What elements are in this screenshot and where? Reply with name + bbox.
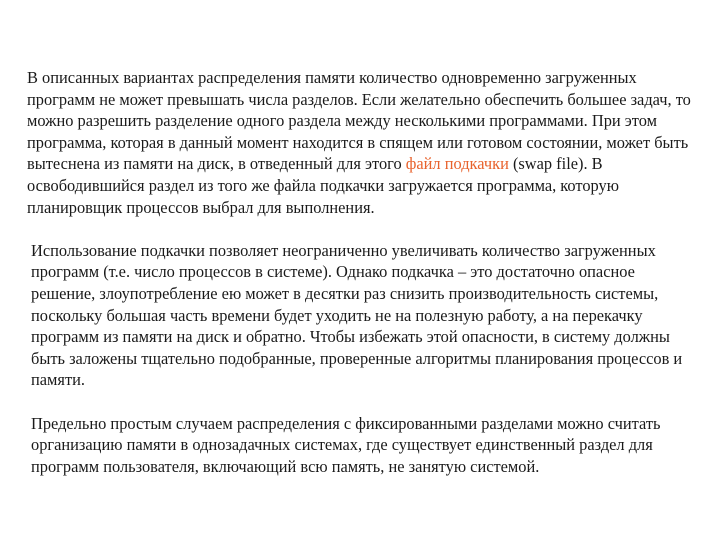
text-block: [27, 67, 695, 477]
paragraph-swap-risks: Использование подкачки позволяет неограниченно увеличивать количество загруженных программ (т.е. число процессов в системе). Однако подкачка – это достаточно опасное решение, злоупотребление ею может в десятки раз снизить производительность системы, поскольку большая часть времени будет уходить не на полезную работу, а на перекачку программ из памяти на диск и обратно. Чтобы избежать этой опасности, в систему должны быть заложены тщательно подобранные, проверенные алгоритмы планирования процессов и памяти.: [31, 240, 683, 390]
paragraph-swapping-text-after: (swap file). В освободившийся раздел из того же файла подкачки загружается программа, которую планировщик процессов выбрал для выполнения.: [27, 154, 619, 217]
swap-file-link[interactable]: файл подкачки: [405, 154, 509, 174]
paragraph-swapping-text-before: В описанных вариантах распределения памяти количество одновременно загруженных программ не может превышать числа разделов. Если желательно обеспечить большее задач, то можно разрешить разделение одного раздела между несколькими программами. При этом программа, которая в данный момент находится в спящем или готовом состоянии, может быть вытеснена из памяти на диск, в отведенный для этого: [27, 68, 691, 174]
paragraph-swapping: [27, 67, 695, 218]
paragraph-single-task: Предельно простым случаем распределения с фиксированными разделами можно считать организацию памяти в однозадачных системах, где существует единственный раздел для программ пользователя, включающий всю память, не занятую системой.: [31, 413, 661, 476]
